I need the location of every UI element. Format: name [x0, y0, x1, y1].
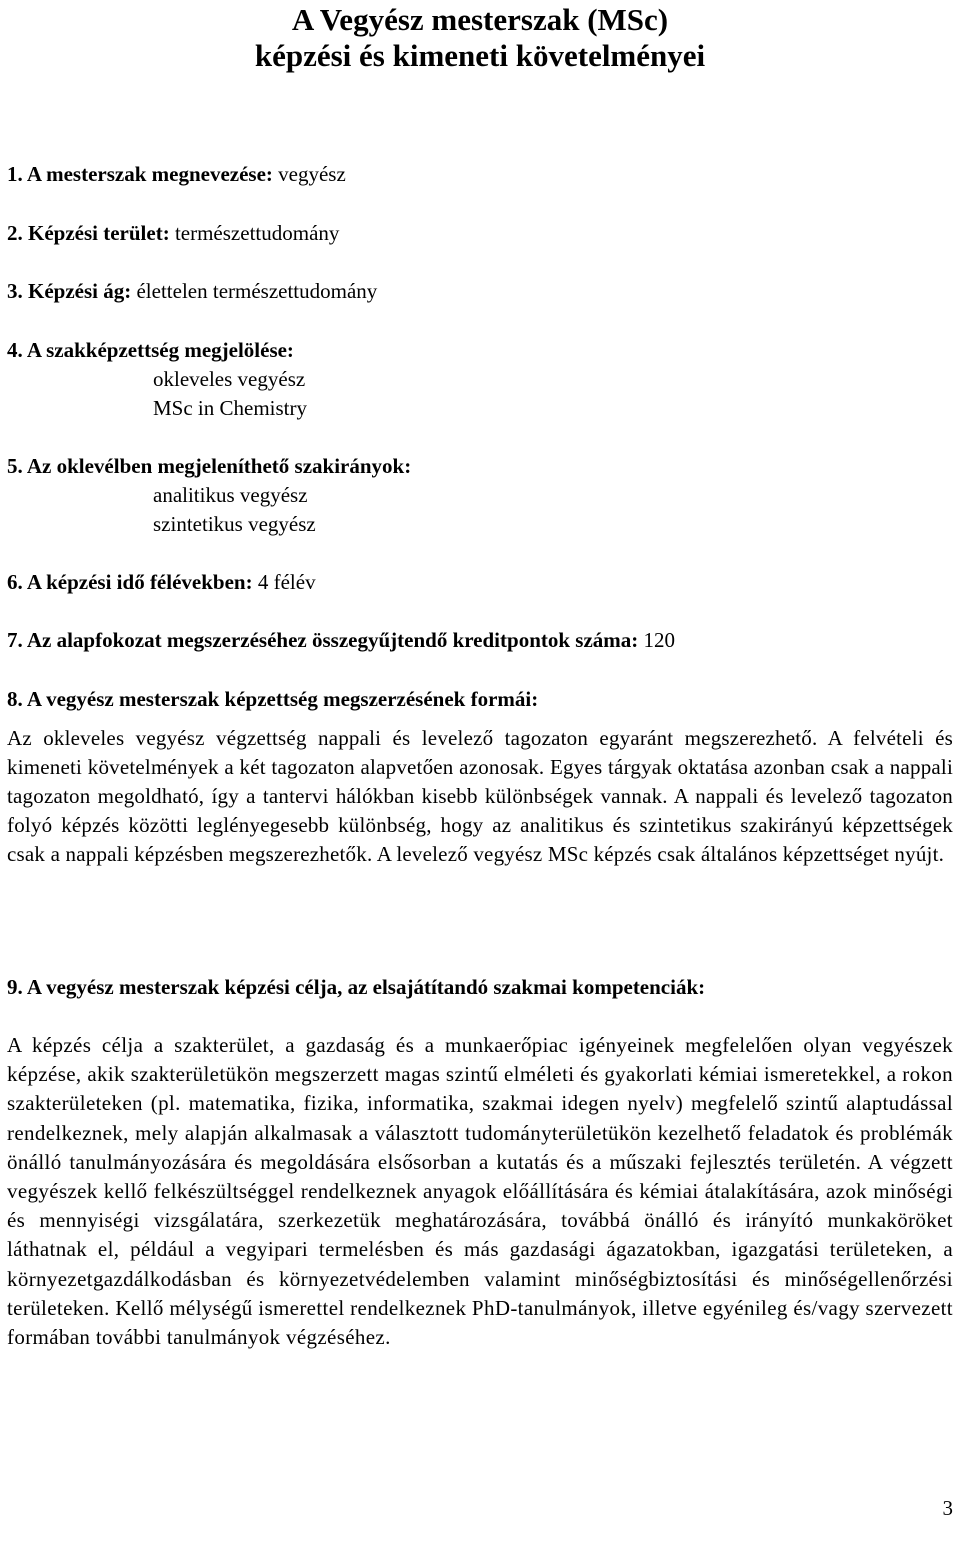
item-value: élettelen természettudomány	[136, 279, 378, 303]
item-label: 1. A mesterszak megnevezése:	[7, 162, 273, 186]
item-label: 7. Az alapfokozat megszerzéséhez összegyűjtendő kreditpontok száma:	[7, 628, 639, 652]
title-line-1	[0, 2, 960, 38]
item-5-sub-2: szintetikus vegyész	[153, 512, 316, 536]
item-label: 9. A vegyész mesterszak képzési célja, az elsajátítandó szakmai kompetenciák:	[7, 975, 706, 999]
item-1	[7, 160, 346, 188]
item-5-sub-1: analitikus vegyész	[153, 483, 308, 507]
item-4-sub-1: okleveles vegyész	[153, 367, 306, 391]
item-value: 120	[643, 628, 676, 652]
item-6	[7, 568, 316, 596]
item-label: 6. A képzési idő félévekben:	[7, 570, 253, 594]
item-5	[7, 452, 411, 480]
title-line-2: képzési és kimeneti követelményei	[254, 38, 706, 73]
item-7	[7, 626, 675, 654]
title-prefix: A	[291, 2, 313, 37]
page-number: 3	[942, 1496, 953, 1520]
document-title	[0, 0, 960, 74]
item-label: 2. Képzési terület:	[7, 221, 170, 245]
item-label: 3. Képzési ág:	[7, 279, 132, 303]
title-suffix: (MSc)	[587, 2, 669, 37]
item-label: 8. A vegyész mesterszak képzettség megszerzésének formái:	[7, 687, 539, 711]
item-4	[7, 336, 294, 364]
item-value: 4 félév	[257, 570, 316, 594]
section-8-paragraph: Az okleveles vegyész végzettség nappali és levelező tagozaton egyaránt megszerezhető. A felvételi és kimeneti követelmények a két tagozaton alapvetően azonosak. Egyes tárgyak oktatása azonban csak a nappali tagozaton megoldható, így a tantervi hálókban kisebb különbségek vannak. A nappali és levelező tagozaton folyó képzés közötti leglényegesebb különbség, hogy az analitikus és szintetikus szakirányú képzettségek csak a nappali képzésben megszerezhetők. A levelező vegyész MSc képzés csak általános képzettséget nyújt.	[7, 726, 953, 866]
item-9	[7, 973, 705, 1001]
item-8	[7, 685, 538, 713]
item-value: vegyész	[278, 162, 346, 186]
title-bold: Vegyész mesterszak	[319, 2, 580, 37]
item-3	[7, 277, 377, 305]
item-label: 4. A szakképzettség megjelölése:	[7, 338, 294, 362]
item-2	[7, 219, 339, 247]
item-value: természettudomány	[174, 221, 340, 245]
section-9-paragraph: A képzés célja a szakterület, a gazdaság és a munkaerőpiac igényeinek megfelelően olyan vegyészek képzése, akik szakterületükön megszerzett magas szintű elméleti és gyakorlati kémiai ismeretekkel, a rokon szakterületeken (pl. matematika, fizika, informatika, szakmai idegen nyelv) megfelelő szintű alaptudással rendelkeznek, mely alapján alkalmasak a választott tudományterületükön kezelhető feladatok és problémák önálló tanulmányozására és megoldására elsősorban a kutatás és a műszaki fejlesztés területén. A végzett vegyészek kellő felkészültséggel rendelkeznek anyagok előállítására és kémiai átalakítására, azok minőségi és mennyiségi vizsgálatára, szerkezetük meghatározására, továbbá önálló és irányító munkaköröket láthatnak el, például a vegyipari termelésben és más gazdasági ágazatokban, igazgatási területeken, a környezetgazdálkodásban és környezetvédelemben valamint minőségbiztosítási és minőségellenőrzési területeken. Kellő mélységű ismerettel rendelkeznek PhD-tanulmányok, illetve egyénileg és/vagy szervezett formában további tanulmányok végzéséhez.	[7, 1033, 953, 1350]
item-4-sub-2: MSc in Chemistry	[153, 396, 308, 420]
item-label: 5. Az oklevélben megjeleníthető szakirányok:	[7, 454, 412, 478]
